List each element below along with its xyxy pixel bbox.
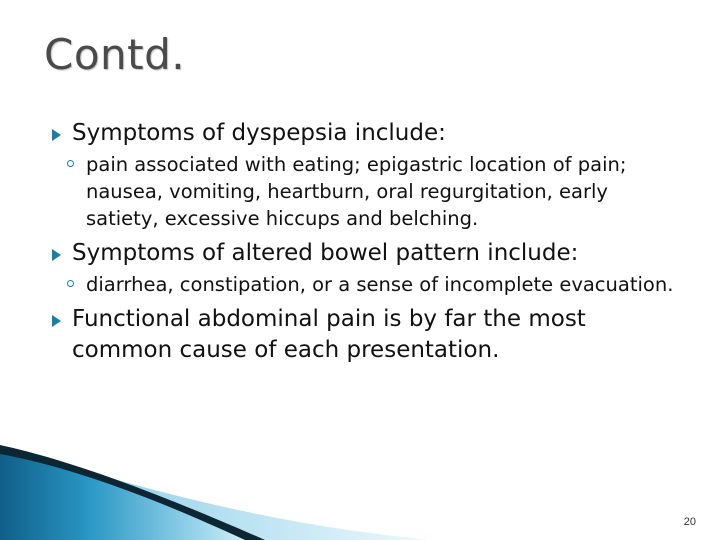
circle-bullet-icon bbox=[67, 280, 74, 287]
sub-bullet-item bbox=[50, 151, 680, 232]
triangle-bullet-icon bbox=[52, 129, 61, 141]
triangle-bullet-icon bbox=[52, 249, 61, 261]
page-number: 20 bbox=[683, 516, 696, 528]
sub-bullet-text: pain associated with eating; epigastric location of pain; nausea, vomiting, heartburn, oral regurgitation, early satiety, excessive hiccups and belching. bbox=[86, 153, 627, 230]
sub-bullet-text: diarrhea, constipation, or a sense of incomplete evacuation. bbox=[86, 273, 674, 296]
slide-title: Contd. bbox=[44, 30, 186, 79]
bullet-item bbox=[50, 238, 680, 269]
circle-bullet-icon bbox=[67, 160, 74, 167]
bullet-item bbox=[50, 118, 680, 149]
slide-content bbox=[50, 118, 680, 368]
bullet-text: Symptoms of altered bowel pattern include: bbox=[72, 240, 579, 266]
wave-decoration bbox=[0, 430, 720, 540]
sub-bullet-item bbox=[50, 271, 680, 298]
bullet-text: Symptoms of dyspepsia include: bbox=[72, 120, 446, 146]
bullet-item bbox=[50, 304, 680, 366]
triangle-bullet-icon bbox=[52, 315, 61, 327]
bullet-text: Functional abdominal pain is by far the most common cause of each presentation. bbox=[72, 306, 586, 363]
